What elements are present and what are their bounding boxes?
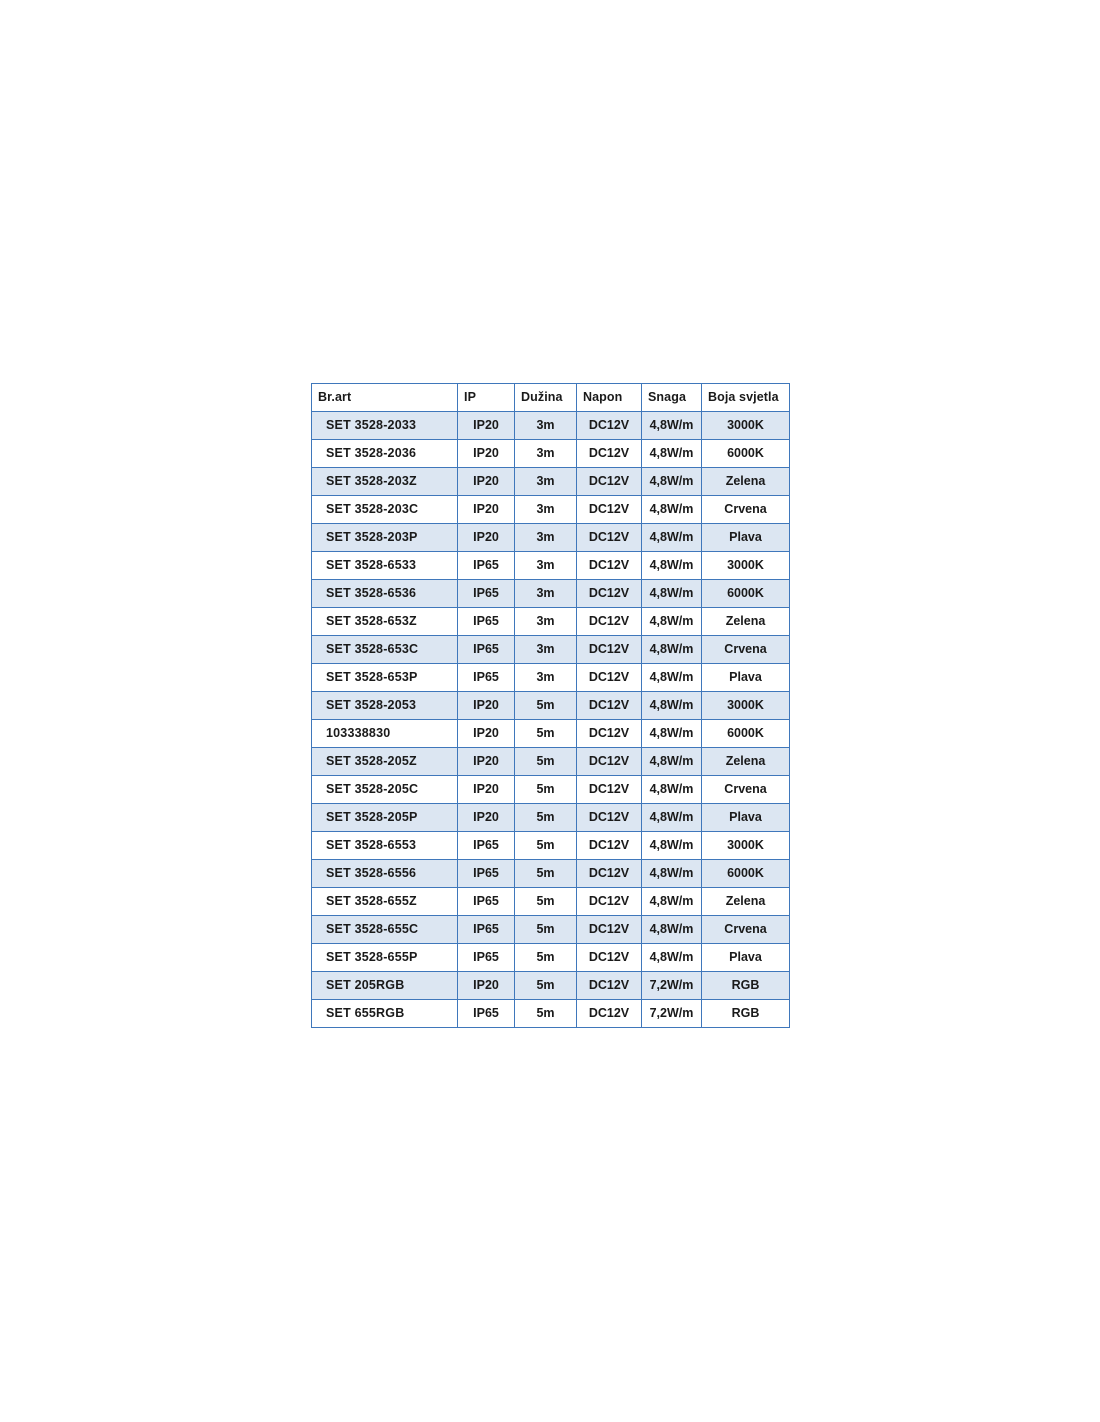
cell-ip: IP20	[458, 440, 515, 468]
cell-duzina: 3m	[515, 608, 577, 636]
cell-snaga: 4,8W/m	[642, 496, 702, 524]
cell-duzina: 3m	[515, 468, 577, 496]
cell-snaga: 4,8W/m	[642, 832, 702, 860]
cell-duzina: 5m	[515, 748, 577, 776]
table-row	[312, 888, 790, 916]
cell-napon: DC12V	[577, 1000, 642, 1028]
cell-art: SET 3528-2053	[312, 692, 458, 720]
cell-ip: IP65	[458, 608, 515, 636]
cell-boja-svjetla: Zelena	[702, 468, 790, 496]
cell-art: SET 3528-203C	[312, 496, 458, 524]
table-row	[312, 832, 790, 860]
cell-art: SET 3528-2033	[312, 412, 458, 440]
cell-snaga: 4,8W/m	[642, 748, 702, 776]
cell-art: SET 3528-205P	[312, 804, 458, 832]
cell-boja-svjetla: Plava	[702, 944, 790, 972]
cell-boja-svjetla: Zelena	[702, 748, 790, 776]
table-row	[312, 664, 790, 692]
spec-table-container	[311, 383, 789, 1028]
cell-duzina: 5m	[515, 1000, 577, 1028]
table-row	[312, 1000, 790, 1028]
cell-art: SET 3528-203Z	[312, 468, 458, 496]
cell-boja-svjetla: RGB	[702, 1000, 790, 1028]
cell-duzina: 5m	[515, 888, 577, 916]
cell-napon: DC12V	[577, 972, 642, 1000]
cell-duzina: 5m	[515, 720, 577, 748]
cell-duzina: 5m	[515, 692, 577, 720]
cell-napon: DC12V	[577, 608, 642, 636]
cell-duzina: 3m	[515, 524, 577, 552]
cell-ip: IP65	[458, 636, 515, 664]
cell-art: SET 3528-653Z	[312, 608, 458, 636]
cell-napon: DC12V	[577, 412, 642, 440]
cell-napon: DC12V	[577, 916, 642, 944]
cell-art: SET 3528-6553	[312, 832, 458, 860]
cell-ip: IP20	[458, 692, 515, 720]
cell-ip: IP20	[458, 412, 515, 440]
cell-duzina: 5m	[515, 860, 577, 888]
product-spec-table	[311, 383, 790, 1028]
cell-boja-svjetla: 6000K	[702, 720, 790, 748]
cell-napon: DC12V	[577, 832, 642, 860]
cell-ip: IP20	[458, 804, 515, 832]
cell-napon: DC12V	[577, 636, 642, 664]
cell-ip: IP65	[458, 860, 515, 888]
cell-snaga: 4,8W/m	[642, 552, 702, 580]
cell-duzina: 3m	[515, 440, 577, 468]
cell-ip: IP65	[458, 1000, 515, 1028]
cell-snaga: 4,8W/m	[642, 524, 702, 552]
cell-ip: IP20	[458, 468, 515, 496]
cell-boja-svjetla: Plava	[702, 664, 790, 692]
cell-snaga: 4,8W/m	[642, 440, 702, 468]
cell-snaga: 4,8W/m	[642, 636, 702, 664]
cell-duzina: 3m	[515, 664, 577, 692]
cell-duzina: 3m	[515, 636, 577, 664]
cell-boja-svjetla: Crvena	[702, 636, 790, 664]
table-row	[312, 496, 790, 524]
cell-snaga: 7,2W/m	[642, 1000, 702, 1028]
table-row	[312, 468, 790, 496]
cell-ip: IP20	[458, 496, 515, 524]
table-row	[312, 608, 790, 636]
cell-boja-svjetla: 6000K	[702, 580, 790, 608]
cell-duzina: 5m	[515, 832, 577, 860]
cell-snaga: 4,8W/m	[642, 804, 702, 832]
table-row	[312, 748, 790, 776]
cell-duzina: 5m	[515, 776, 577, 804]
cell-snaga: 4,8W/m	[642, 468, 702, 496]
cell-napon: DC12V	[577, 860, 642, 888]
cell-napon: DC12V	[577, 496, 642, 524]
table-row	[312, 552, 790, 580]
cell-snaga: 4,8W/m	[642, 720, 702, 748]
cell-duzina: 3m	[515, 412, 577, 440]
table-row	[312, 972, 790, 1000]
column-header-napon: Napon	[577, 384, 642, 412]
cell-duzina: 5m	[515, 972, 577, 1000]
cell-ip: IP65	[458, 832, 515, 860]
cell-ip: IP65	[458, 552, 515, 580]
cell-napon: DC12V	[577, 804, 642, 832]
cell-boja-svjetla: RGB	[702, 972, 790, 1000]
cell-art: SET 3528-6533	[312, 552, 458, 580]
cell-boja-svjetla: 3000K	[702, 832, 790, 860]
table-row	[312, 692, 790, 720]
cell-duzina: 3m	[515, 496, 577, 524]
cell-boja-svjetla: 6000K	[702, 440, 790, 468]
table-row	[312, 440, 790, 468]
cell-art: 103338830	[312, 720, 458, 748]
cell-snaga: 4,8W/m	[642, 664, 702, 692]
cell-napon: DC12V	[577, 692, 642, 720]
table-row	[312, 580, 790, 608]
column-header-boja-svjetla: Boja svjetla	[702, 384, 790, 412]
cell-boja-svjetla: Crvena	[702, 916, 790, 944]
cell-snaga: 4,8W/m	[642, 692, 702, 720]
cell-ip: IP65	[458, 944, 515, 972]
column-header-ip: IP	[458, 384, 515, 412]
cell-boja-svjetla: 3000K	[702, 412, 790, 440]
cell-ip: IP65	[458, 888, 515, 916]
cell-art: SET 3528-2036	[312, 440, 458, 468]
cell-snaga: 4,8W/m	[642, 608, 702, 636]
cell-art: SET 3528-655P	[312, 944, 458, 972]
cell-duzina: 5m	[515, 916, 577, 944]
cell-snaga: 4,8W/m	[642, 412, 702, 440]
cell-boja-svjetla: 3000K	[702, 552, 790, 580]
cell-ip: IP65	[458, 580, 515, 608]
table-row	[312, 412, 790, 440]
table-row	[312, 776, 790, 804]
cell-napon: DC12V	[577, 720, 642, 748]
cell-snaga: 4,8W/m	[642, 580, 702, 608]
cell-ip: IP65	[458, 916, 515, 944]
cell-snaga: 4,8W/m	[642, 776, 702, 804]
table-header	[312, 384, 790, 412]
cell-napon: DC12V	[577, 664, 642, 692]
column-header-art: Br.art	[312, 384, 458, 412]
cell-art: SET 205RGB	[312, 972, 458, 1000]
cell-duzina: 5m	[515, 944, 577, 972]
cell-art: SET 3528-6536	[312, 580, 458, 608]
cell-boja-svjetla: Zelena	[702, 608, 790, 636]
cell-napon: DC12V	[577, 580, 642, 608]
cell-ip: IP20	[458, 748, 515, 776]
cell-art: SET 3528-653P	[312, 664, 458, 692]
cell-art: SET 3528-205C	[312, 776, 458, 804]
cell-art: SET 3528-653C	[312, 636, 458, 664]
table-row	[312, 916, 790, 944]
column-header-duzina: Dužina	[515, 384, 577, 412]
cell-ip: IP20	[458, 720, 515, 748]
cell-napon: DC12V	[577, 776, 642, 804]
cell-snaga: 7,2W/m	[642, 972, 702, 1000]
table-row	[312, 720, 790, 748]
cell-boja-svjetla: Plava	[702, 804, 790, 832]
cell-duzina: 5m	[515, 804, 577, 832]
cell-boja-svjetla: 3000K	[702, 692, 790, 720]
cell-snaga: 4,8W/m	[642, 860, 702, 888]
cell-art: SET 3528-203P	[312, 524, 458, 552]
cell-boja-svjetla: Crvena	[702, 776, 790, 804]
cell-art: SET 3528-655Z	[312, 888, 458, 916]
cell-napon: DC12V	[577, 888, 642, 916]
table-row	[312, 944, 790, 972]
cell-snaga: 4,8W/m	[642, 916, 702, 944]
cell-napon: DC12V	[577, 524, 642, 552]
column-header-snaga: Snaga	[642, 384, 702, 412]
cell-ip: IP20	[458, 972, 515, 1000]
table-body	[312, 412, 790, 1028]
cell-boja-svjetla: Plava	[702, 524, 790, 552]
cell-ip: IP20	[458, 776, 515, 804]
cell-art: SET 3528-655C	[312, 916, 458, 944]
table-row	[312, 860, 790, 888]
cell-napon: DC12V	[577, 468, 642, 496]
cell-art: SET 3528-205Z	[312, 748, 458, 776]
table-header-row	[312, 384, 790, 412]
cell-boja-svjetla: 6000K	[702, 860, 790, 888]
cell-art: SET 3528-6556	[312, 860, 458, 888]
cell-napon: DC12V	[577, 748, 642, 776]
table-row	[312, 804, 790, 832]
cell-boja-svjetla: Zelena	[702, 888, 790, 916]
cell-boja-svjetla: Crvena	[702, 496, 790, 524]
cell-duzina: 3m	[515, 552, 577, 580]
cell-napon: DC12V	[577, 440, 642, 468]
cell-snaga: 4,8W/m	[642, 888, 702, 916]
cell-napon: DC12V	[577, 944, 642, 972]
cell-ip: IP65	[458, 664, 515, 692]
table-row	[312, 524, 790, 552]
cell-snaga: 4,8W/m	[642, 944, 702, 972]
cell-napon: DC12V	[577, 552, 642, 580]
cell-duzina: 3m	[515, 580, 577, 608]
table-row	[312, 636, 790, 664]
cell-art: SET 655RGB	[312, 1000, 458, 1028]
cell-ip: IP20	[458, 524, 515, 552]
